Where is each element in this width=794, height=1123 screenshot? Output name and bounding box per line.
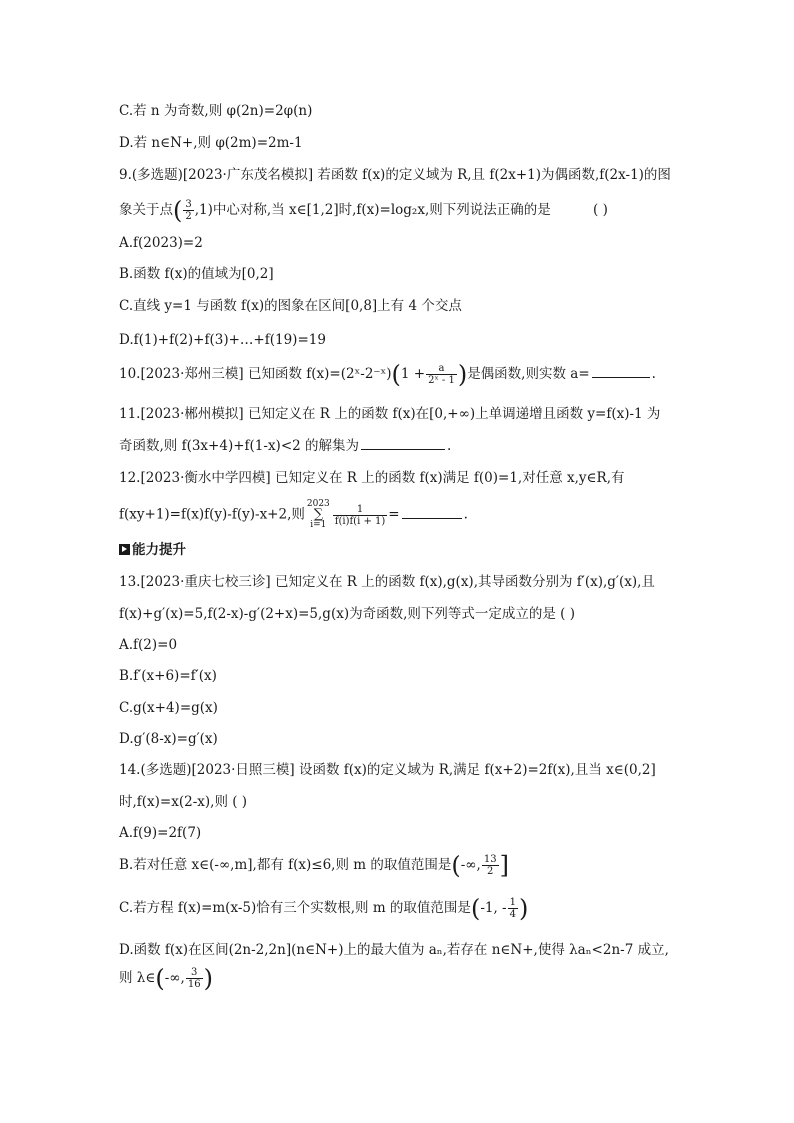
question-11-stem: 11.[2023·郴州模拟] 已知定义在 R 上的函数 f(x)在[0,+∞)上单调递增且函数 y=f(x)-1 为 xyxy=(119,406,661,422)
text-fragment: 象关于点 xyxy=(119,202,173,218)
text-fragment: ,1)中心对称,当 x∈[1,2]时,f(x)=log₂x,则下列说法正确的是 xyxy=(194,202,551,218)
answer-blank[interactable] xyxy=(402,517,462,519)
section-heading xyxy=(119,540,186,560)
paren-open: ( xyxy=(155,964,165,993)
fraction-denominator: 2 xyxy=(487,866,494,877)
text-fragment: -∞, xyxy=(164,970,185,986)
fraction-denominator: 4 xyxy=(509,909,516,920)
question-14-stem-cont: 时,f(x)=x(2-x),则 ( ) xyxy=(119,794,248,810)
paren-open: ( xyxy=(391,360,401,389)
fraction-numerator: 3 xyxy=(185,199,192,210)
fraction-denominator: 2ˣ - 1 xyxy=(428,375,455,386)
option-line: C.直线 y=1 与函数 f(x)的图象在区间[0,8]上有 4 个交点 xyxy=(119,298,462,314)
paren-close: ) xyxy=(518,894,529,923)
paren-open: ( xyxy=(470,894,481,923)
sum-lower: i=1 xyxy=(310,520,327,530)
question-11-stem-cont xyxy=(119,436,451,456)
option-line xyxy=(119,894,529,923)
option-line: A.f(2023)=2 xyxy=(119,235,203,251)
fraction-numerator: 3 xyxy=(186,967,203,979)
paren-close: ) xyxy=(203,964,213,993)
text-fragment: f(xy+1)=f(x)f(y)-f(y)-x+2,则 xyxy=(119,506,305,523)
text-fragment: 10.[2023·郑州三模] 已知函数 f(x)=(2ˣ-2⁻ˣ) xyxy=(119,366,392,382)
text-fragment: . xyxy=(463,506,468,523)
arrow-box-icon xyxy=(119,544,130,555)
fraction-numerator: 1 xyxy=(333,504,388,516)
sum-upper: 2023 xyxy=(306,499,330,509)
sigma-symbol: ∑ xyxy=(313,507,323,522)
question-10 xyxy=(119,360,656,389)
text-fragment: B.若对任意 x∈(-∞,m],都有 f(x)≤6,则 m 的取值范围是 xyxy=(119,857,452,873)
question-14-stem: 14.(多选题)[2023·日照三模] 设函数 f(x)的定义域为 R,满足 f(x+2)=2f(x),且当 x∈(0,2] xyxy=(119,762,656,778)
fraction xyxy=(183,199,193,222)
text-fragment: 1 + xyxy=(400,366,426,382)
fraction-numerator: 1 xyxy=(509,897,516,908)
question-9-stem-cont xyxy=(119,196,608,225)
option-line xyxy=(119,851,509,880)
paren-open: ( xyxy=(173,196,183,225)
answer-blank[interactable] xyxy=(592,376,650,378)
paren-close: ) xyxy=(457,360,468,389)
question-13-stem-cont: f(x)+g′(x)=5,f(2-x)-g′(2+x)=5,g(x)为奇函数,则下列等式一定成立的是 ( ) xyxy=(119,606,576,622)
text-fragment: 是偶函数,则实数 a= xyxy=(467,366,590,382)
text-fragment: 奇函数,则 f(3x+4)+f(1-x)<2 的解集为 xyxy=(119,438,360,454)
fraction xyxy=(426,363,457,386)
text-fragment: C.若方程 f(x)=m(x-5)恰有三个实数根,则 m 的取值范围是 xyxy=(119,900,471,916)
fraction-denominator: 2 xyxy=(185,211,192,222)
question-12-stem: 12.[2023·衡水中学四模] 已知定义在 R 上的函数 f(x)满足 f(0)=1,对任意 x,y∈R,有 xyxy=(119,470,625,486)
paren-open: ( xyxy=(451,851,461,880)
question-12-stem-cont xyxy=(119,500,468,530)
text-fragment: . xyxy=(651,366,656,382)
fraction xyxy=(508,897,518,920)
text-fragment: 则 λ∈ xyxy=(119,970,156,986)
fraction-denominator: f(i)f(i + 1) xyxy=(334,515,386,527)
option-line: D.若 n∈N+,则 φ(2m)=2m-1 xyxy=(119,135,303,151)
question-13-stem: 13.[2023·重庆七校三诊] 已知定义在 R 上的函数 f(x),g(x),其导函数分别为 f′(x),g′(x),且 xyxy=(119,574,655,590)
fraction-numerator: a xyxy=(426,363,457,375)
text-fragment: = xyxy=(388,506,400,523)
option-line: D.f(1)+f(2)+f(3)+…+f(19)=19 xyxy=(119,332,326,348)
fraction-numerator: 13 xyxy=(483,854,497,865)
option-line: B.函数 f(x)的值域为[0,2] xyxy=(119,266,274,282)
text-fragment: . xyxy=(447,438,452,454)
option-line: A.f(9)=2f(7) xyxy=(119,825,202,841)
answer-paren: ( ) xyxy=(593,202,608,218)
section-title: 能力提升 xyxy=(132,542,186,558)
summation xyxy=(307,500,330,530)
text-fragment: -1, - xyxy=(480,900,507,916)
option-line-cont xyxy=(119,964,213,993)
option-line: C.若 n 为奇数,则 φ(2n)=2φ(n) xyxy=(119,103,313,119)
option-line: D.g′(8-x)=g′(x) xyxy=(119,731,218,747)
option-line: C.g(x+4)=g(x) xyxy=(119,700,218,716)
text-fragment: -∞, xyxy=(460,857,481,873)
fraction xyxy=(482,854,499,877)
question-9-stem: 9.(多选题)[2023·广东茂名模拟] 若函数 f(x)的定义域为 R,且 f(2x+1)为偶函数,f(2x-1)的图 xyxy=(119,167,671,183)
answer-blank[interactable] xyxy=(361,448,445,450)
fraction xyxy=(186,967,203,990)
fraction-denominator: 16 xyxy=(187,979,201,990)
option-line: B.f′(x+6)=f′(x) xyxy=(119,668,217,684)
option-line: D.函数 f(x)在区间(2n-2,2n](n∈N+)上的最大值为 aₙ,若存在 n∈N+,使得 λaₙ<2n-7 成立, xyxy=(119,942,669,958)
fraction xyxy=(333,504,388,527)
option-line: A.f(2)=0 xyxy=(119,637,178,653)
bracket-close: ] xyxy=(499,851,509,880)
